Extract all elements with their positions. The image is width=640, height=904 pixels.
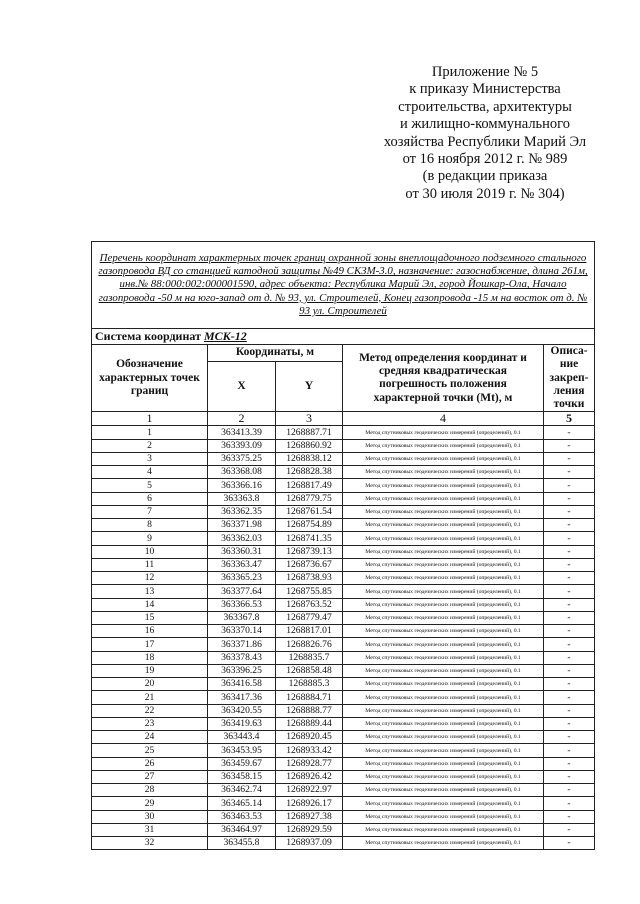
point-number: 10 bbox=[92, 545, 208, 558]
coordinate-y: 1268779.47 bbox=[276, 611, 343, 624]
coordinate-y: 1268928.77 bbox=[276, 757, 343, 770]
coordinate-y: 1268738.93 bbox=[276, 572, 343, 585]
coordinate-x: 363420.55 bbox=[208, 704, 276, 717]
description-cell: - bbox=[544, 810, 595, 823]
table-row bbox=[92, 439, 595, 452]
header-designation: Обозначение характерных точек границ bbox=[92, 345, 208, 412]
point-number: 20 bbox=[92, 678, 208, 691]
method-cell: Метод спутниковых геодезических измерений (определений), 0.1 bbox=[343, 492, 544, 505]
description-cell: - bbox=[544, 678, 595, 691]
method-cell: Метод спутниковых геодезических измерений (определений), 0.1 bbox=[343, 704, 544, 717]
coordinate-x: 363366.53 bbox=[208, 598, 276, 611]
table-row bbox=[92, 678, 595, 691]
description-cell: - bbox=[544, 585, 595, 598]
coordinate-x: 363396.25 bbox=[208, 664, 276, 677]
coordinate-y: 1268755.85 bbox=[276, 585, 343, 598]
description-cell: - bbox=[544, 651, 595, 664]
appendix-header-line: к приказу Министерства bbox=[409, 81, 561, 98]
table-row bbox=[92, 611, 595, 624]
point-number: 3 bbox=[92, 452, 208, 465]
method-cell: Метод спутниковых геодезических измерений (определений), 0.1 bbox=[343, 545, 544, 558]
coordinate-x: 363363.47 bbox=[208, 558, 276, 571]
point-number: 28 bbox=[92, 784, 208, 797]
description-cell: - bbox=[544, 598, 595, 611]
table-row bbox=[92, 532, 595, 545]
point-number: 18 bbox=[92, 651, 208, 664]
table-row bbox=[92, 426, 595, 439]
description-cell: - bbox=[544, 784, 595, 797]
method-cell: Метод спутниковых геодезических измерений (определений), 0.1 bbox=[343, 691, 544, 704]
coordinate-x: 363377.64 bbox=[208, 585, 276, 598]
point-number: 12 bbox=[92, 572, 208, 585]
coordinate-y: 1268761.54 bbox=[276, 505, 343, 518]
method-cell: Метод спутниковых геодезических измерений (определений), 0.1 bbox=[343, 797, 544, 810]
coordinate-x: 363368.08 bbox=[208, 466, 276, 479]
table-row bbox=[92, 466, 595, 479]
table-title: Перечень координат характерных точек границ охранной зоны внеплощадочного подземного стального газопровода ВД со станцией катодной защиты №49 СКЗМ-3.0, назначение: газоснабжение, длина 261м, инв.№ 88:000:002:000001590, адрес объекта: Республика Марий Эл, город Йошкар-Ола, Начало газопровода -50 м на юго-запад от д. № 93, ул. Строителей, Конец газопровода -15 м на восток от д. № 93 ул. Строителей bbox=[92, 242, 595, 329]
point-number: 2 bbox=[92, 439, 208, 452]
coordinate-y: 1268741.35 bbox=[276, 532, 343, 545]
coordinate-y: 1268858.48 bbox=[276, 664, 343, 677]
method-cell: Метод спутниковых геодезических измерений (определений), 0.1 bbox=[343, 651, 544, 664]
coordinate-y: 1268889.44 bbox=[276, 717, 343, 730]
method-cell: Метод спутниковых геодезических измерений (определений), 0.1 bbox=[343, 466, 544, 479]
coordinate-x: 363458.15 bbox=[208, 770, 276, 783]
description-cell: - bbox=[544, 532, 595, 545]
description-cell: - bbox=[544, 823, 595, 836]
coordinate-y: 1268817.01 bbox=[276, 625, 343, 638]
method-cell: Метод спутниковых геодезических измерений (определений), 0.1 bbox=[343, 770, 544, 783]
table-row bbox=[92, 744, 595, 757]
point-number: 14 bbox=[92, 598, 208, 611]
coordinate-x: 363419.63 bbox=[208, 717, 276, 730]
table-row bbox=[92, 664, 595, 677]
coordinate-y: 1268860.92 bbox=[276, 439, 343, 452]
coordinate-x: 363365.23 bbox=[208, 572, 276, 585]
coordinate-x: 363464.97 bbox=[208, 823, 276, 836]
coordinate-system-label: Система координат bbox=[95, 329, 201, 343]
coordinate-x: 363463.53 bbox=[208, 810, 276, 823]
point-number: 32 bbox=[92, 837, 208, 850]
description-cell: - bbox=[544, 505, 595, 518]
coordinate-x: 363371.98 bbox=[208, 519, 276, 532]
coordinate-x: 363413.39 bbox=[208, 426, 276, 439]
table-row bbox=[92, 638, 595, 651]
method-cell: Метод спутниковых геодезических измерений (определений), 0.1 bbox=[343, 717, 544, 730]
description-cell: - bbox=[544, 426, 595, 439]
coordinate-y: 1268826.76 bbox=[276, 638, 343, 651]
point-number: 15 bbox=[92, 611, 208, 624]
coordinate-x: 363393.09 bbox=[208, 439, 276, 452]
coordinate-y: 1268920.45 bbox=[276, 731, 343, 744]
coordinate-y: 1268884.71 bbox=[276, 691, 343, 704]
coordinate-y: 1268929.59 bbox=[276, 823, 343, 836]
header-method: Метод определения координат и средняя квадратическая погрешность положения характерной точки (Mt), м bbox=[343, 345, 544, 412]
table-row bbox=[92, 625, 595, 638]
table-row bbox=[92, 651, 595, 664]
table-row bbox=[92, 823, 595, 836]
description-cell: - bbox=[544, 545, 595, 558]
table-row bbox=[92, 572, 595, 585]
coordinate-y: 1268937.09 bbox=[276, 837, 343, 850]
method-cell: Метод спутниковых геодезических измерений (определений), 0.1 bbox=[343, 625, 544, 638]
appendix-header-line: Приложение № 5 bbox=[431, 64, 539, 80]
coordinate-x: 363360.31 bbox=[208, 545, 276, 558]
point-number: 26 bbox=[92, 757, 208, 770]
method-cell: Метод спутниковых геодезических измерений (определений), 0.1 bbox=[343, 532, 544, 545]
header-x: X bbox=[208, 362, 276, 412]
header-y: Y bbox=[276, 362, 343, 412]
appendix-header-line: и жилищно-коммунального bbox=[399, 116, 571, 133]
method-cell: Метод спутниковых геодезических измерений (определений), 0.1 bbox=[343, 479, 544, 492]
method-cell: Метод спутниковых геодезических измерений (определений), 0.1 bbox=[343, 784, 544, 797]
description-cell: - bbox=[544, 452, 595, 465]
coordinate-y: 1268835.7 bbox=[276, 651, 343, 664]
description-cell: - bbox=[544, 770, 595, 783]
point-number: 4 bbox=[92, 466, 208, 479]
point-number: 23 bbox=[92, 717, 208, 730]
table-row bbox=[92, 757, 595, 770]
method-cell: Метод спутниковых геодезических измерений (определений), 0.1 bbox=[343, 678, 544, 691]
method-cell: Метод спутниковых геодезических измерений (определений), 0.1 bbox=[343, 426, 544, 439]
table-row bbox=[92, 717, 595, 730]
method-cell: Метод спутниковых геодезических измерений (определений), 0.1 bbox=[343, 572, 544, 585]
description-cell: - bbox=[544, 757, 595, 770]
method-cell: Метод спутниковых геодезических измерений (определений), 0.1 bbox=[343, 519, 544, 532]
coordinate-x: 363459.67 bbox=[208, 757, 276, 770]
point-number: 22 bbox=[92, 704, 208, 717]
point-number: 13 bbox=[92, 585, 208, 598]
coordinate-system bbox=[92, 329, 595, 345]
description-cell: - bbox=[544, 691, 595, 704]
point-number: 16 bbox=[92, 625, 208, 638]
point-number: 31 bbox=[92, 823, 208, 836]
method-cell: Метод спутниковых геодезических измерений (определений), 0.1 bbox=[343, 611, 544, 624]
coordinate-y: 1268926.17 bbox=[276, 797, 343, 810]
coordinate-y: 1268779.75 bbox=[276, 492, 343, 505]
description-cell: - bbox=[544, 704, 595, 717]
method-cell: Метод спутниковых геодезических измерений (определений), 0.1 bbox=[343, 638, 544, 651]
description-cell: - bbox=[544, 479, 595, 492]
description-cell: - bbox=[544, 439, 595, 452]
table-row bbox=[92, 770, 595, 783]
point-number: 5 bbox=[92, 479, 208, 492]
point-number: 11 bbox=[92, 558, 208, 571]
point-number: 8 bbox=[92, 519, 208, 532]
coordinate-x: 363455.8 bbox=[208, 837, 276, 850]
coordinate-x: 363453.95 bbox=[208, 744, 276, 757]
table-row bbox=[92, 492, 595, 505]
description-cell: - bbox=[544, 466, 595, 479]
column-number: 5 bbox=[544, 412, 595, 426]
description-cell: - bbox=[544, 717, 595, 730]
coordinate-x: 363465.14 bbox=[208, 797, 276, 810]
coordinate-x: 363366.16 bbox=[208, 479, 276, 492]
description-cell: - bbox=[544, 744, 595, 757]
table-row bbox=[92, 837, 595, 850]
description-cell: - bbox=[544, 611, 595, 624]
description-cell: - bbox=[544, 638, 595, 651]
table-row bbox=[92, 598, 595, 611]
method-cell: Метод спутниковых геодезических измерений (определений), 0.1 bbox=[343, 664, 544, 677]
point-number: 9 bbox=[92, 532, 208, 545]
appendix-header-line: от 30 июля 2019 г. № 304) bbox=[405, 185, 565, 202]
coordinate-y: 1268739.13 bbox=[276, 545, 343, 558]
method-cell: Метод спутниковых геодезических измерений (определений), 0.1 bbox=[343, 757, 544, 770]
appendix-header bbox=[360, 64, 610, 203]
table-row bbox=[92, 691, 595, 704]
point-number: 7 bbox=[92, 505, 208, 518]
coordinate-x: 363416.58 bbox=[208, 678, 276, 691]
coordinate-y: 1268754.89 bbox=[276, 519, 343, 532]
coordinate-y: 1268885.3 bbox=[276, 678, 343, 691]
column-number: 3 bbox=[276, 412, 343, 426]
method-cell: Метод спутниковых геодезических измерений (определений), 0.1 bbox=[343, 823, 544, 836]
point-number: 6 bbox=[92, 492, 208, 505]
point-number: 19 bbox=[92, 664, 208, 677]
table-row bbox=[92, 731, 595, 744]
coordinate-y: 1268933.42 bbox=[276, 744, 343, 757]
description-cell: - bbox=[544, 492, 595, 505]
point-number: 21 bbox=[92, 691, 208, 704]
coordinate-x: 363362.35 bbox=[208, 505, 276, 518]
description-cell: - bbox=[544, 797, 595, 810]
column-number: 1 bbox=[92, 412, 208, 426]
coordinate-x: 363367.8 bbox=[208, 611, 276, 624]
method-cell: Метод спутниковых геодезических измерений (определений), 0.1 bbox=[343, 837, 544, 850]
description-cell: - bbox=[544, 837, 595, 850]
table-row bbox=[92, 797, 595, 810]
table-row bbox=[92, 558, 595, 571]
method-cell: Метод спутниковых геодезических измерений (определений), 0.1 bbox=[343, 505, 544, 518]
header-description: Описа-ние закреп-ления точки bbox=[544, 345, 595, 412]
coordinate-y: 1268838.12 bbox=[276, 452, 343, 465]
description-cell: - bbox=[544, 731, 595, 744]
description-cell: - bbox=[544, 519, 595, 532]
coordinate-x: 363370.14 bbox=[208, 625, 276, 638]
coordinate-x: 363462.74 bbox=[208, 784, 276, 797]
appendix-header-line: от 16 ноября 2012 г. № 989 bbox=[402, 151, 568, 168]
table-row bbox=[92, 479, 595, 492]
method-cell: Метод спутниковых геодезических измерений (определений), 0.1 bbox=[343, 452, 544, 465]
coordinate-x: 363362.03 bbox=[208, 532, 276, 545]
header-coordinates: Координаты, м bbox=[208, 345, 343, 362]
method-cell: Метод спутниковых геодезических измерений (определений), 0.1 bbox=[343, 598, 544, 611]
table-row bbox=[92, 784, 595, 797]
point-number: 1 bbox=[92, 426, 208, 439]
coordinate-x: 363417.36 bbox=[208, 691, 276, 704]
coordinate-y: 1268736.67 bbox=[276, 558, 343, 571]
description-cell: - bbox=[544, 625, 595, 638]
method-cell: Метод спутниковых геодезических измерений (определений), 0.1 bbox=[343, 731, 544, 744]
method-cell: Метод спутниковых геодезических измерений (определений), 0.1 bbox=[343, 744, 544, 757]
coordinate-y: 1268888.77 bbox=[276, 704, 343, 717]
appendix-header-line: (в редакции приказа bbox=[422, 168, 548, 185]
description-cell: - bbox=[544, 572, 595, 585]
coordinate-x: 363443.4 bbox=[208, 731, 276, 744]
coordinate-y: 1268926.42 bbox=[276, 770, 343, 783]
point-number: 24 bbox=[92, 731, 208, 744]
coordinate-y: 1268927.38 bbox=[276, 810, 343, 823]
coordinate-x: 363371.86 bbox=[208, 638, 276, 651]
table-row bbox=[92, 545, 595, 558]
method-cell: Метод спутниковых геодезических измерений (определений), 0.1 bbox=[343, 558, 544, 571]
coordinate-x: 363363.8 bbox=[208, 492, 276, 505]
appendix-header-line: строительства, архитектуры bbox=[398, 98, 572, 115]
method-cell: Метод спутниковых геодезических измерений (определений), 0.1 bbox=[343, 810, 544, 823]
point-number: 25 bbox=[92, 744, 208, 757]
table-row bbox=[92, 505, 595, 518]
column-number: 4 bbox=[343, 412, 544, 426]
coordinate-x: 363375.25 bbox=[208, 452, 276, 465]
coordinate-y: 1268817.49 bbox=[276, 479, 343, 492]
table-row bbox=[92, 519, 595, 532]
appendix-header-line: хозяйства Республики Марий Эл bbox=[383, 133, 587, 150]
coordinate-y: 1268828.38 bbox=[276, 466, 343, 479]
coordinate-y: 1268887.71 bbox=[276, 426, 343, 439]
column-number: 2 bbox=[208, 412, 276, 426]
coordinate-system-name: МСК-12 bbox=[203, 329, 247, 343]
coordinates-table bbox=[91, 241, 595, 850]
table-row bbox=[92, 452, 595, 465]
method-cell: Метод спутниковых геодезических измерений (определений), 0.1 bbox=[343, 439, 544, 452]
table-row bbox=[92, 704, 595, 717]
coordinate-x: 363378.43 bbox=[208, 651, 276, 664]
description-cell: - bbox=[544, 558, 595, 571]
point-number: 27 bbox=[92, 770, 208, 783]
method-cell: Метод спутниковых геодезических измерений (определений), 0.1 bbox=[343, 585, 544, 598]
table-row bbox=[92, 585, 595, 598]
coordinate-y: 1268763.52 bbox=[276, 598, 343, 611]
point-number: 30 bbox=[92, 810, 208, 823]
point-number: 29 bbox=[92, 797, 208, 810]
description-cell: - bbox=[544, 664, 595, 677]
coordinate-y: 1268922.97 bbox=[276, 784, 343, 797]
table-row bbox=[92, 810, 595, 823]
point-number: 17 bbox=[92, 638, 208, 651]
